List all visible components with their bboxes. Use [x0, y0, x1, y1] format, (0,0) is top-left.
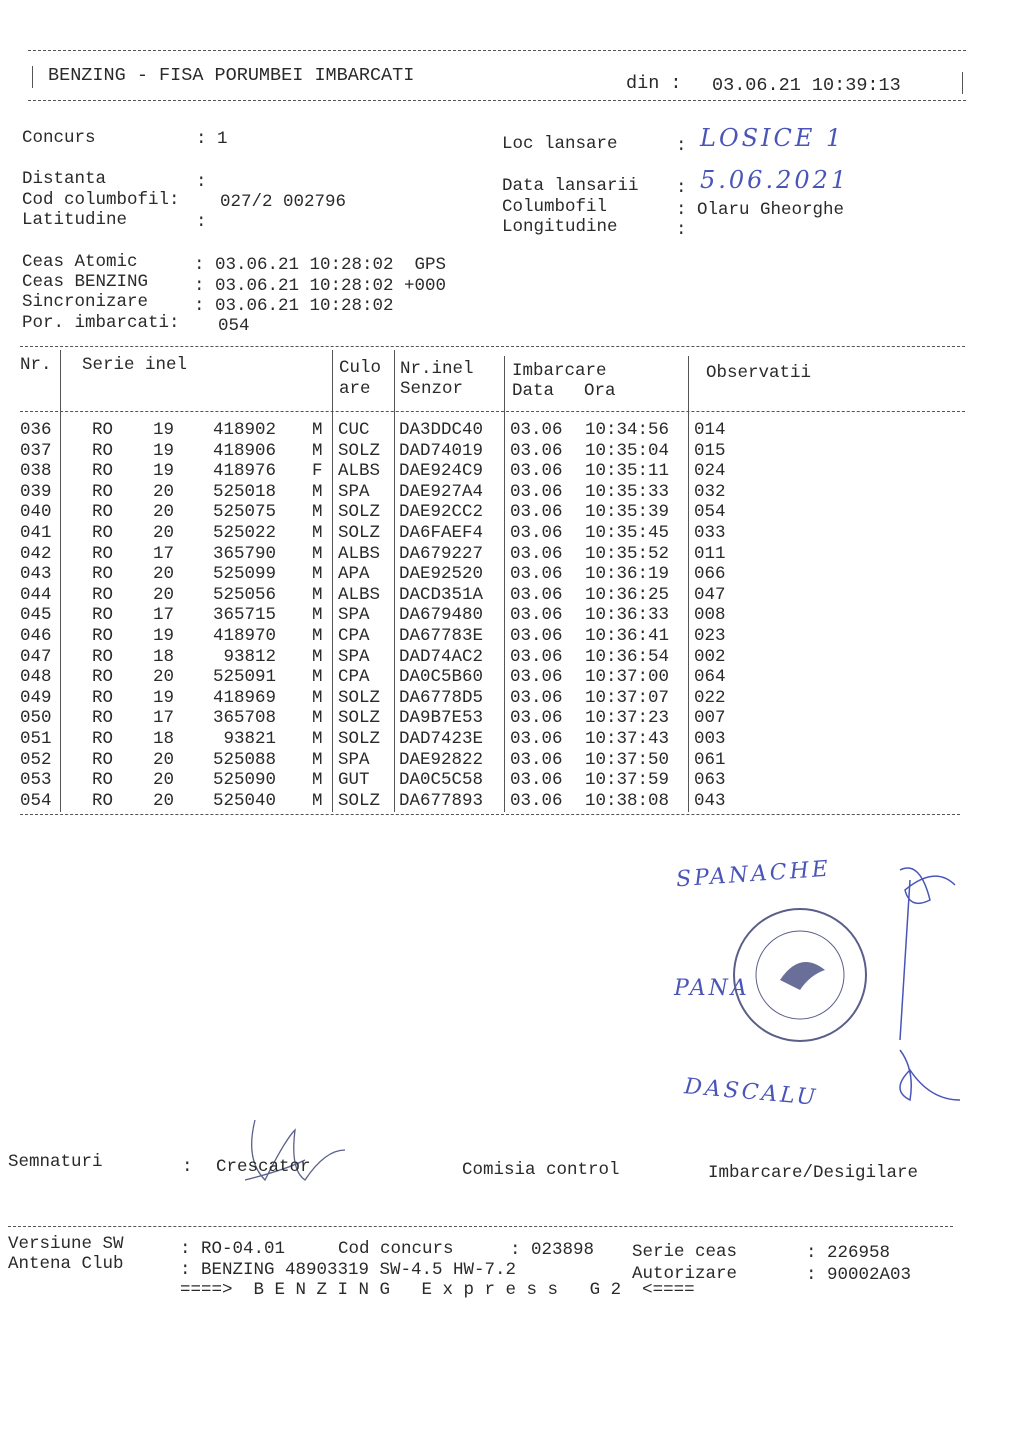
sex: M [312, 646, 323, 667]
year: 17 [153, 543, 175, 564]
year: 20 [153, 584, 175, 605]
ring-number: 93812 [223, 646, 276, 667]
country: RO [92, 605, 114, 626]
color: SPA [338, 481, 370, 502]
sensor-ring: DA0C5C58 [399, 770, 484, 791]
embark-time: 10:37:59 [585, 770, 670, 791]
sex: M [312, 749, 323, 770]
embark-date: 03.06 [510, 543, 563, 564]
header-imbarcare: Imbarcare [512, 361, 607, 381]
sex: M [312, 790, 323, 811]
ring-number: 418969 [212, 687, 276, 708]
por-imbarcati-label: Por. imbarcati: [22, 313, 180, 333]
header-nr: Nr. [20, 355, 52, 375]
country: RO [92, 667, 114, 688]
header-bottom-border [28, 100, 966, 101]
sensor-ring: DA3DDC40 [399, 420, 484, 440]
color: SOLZ [338, 502, 381, 523]
ceas-benzing-value: : 03.06.21 10:28:02 +000 [194, 276, 447, 296]
concurs-label: Concurs [22, 128, 96, 148]
observation: 032 [694, 481, 726, 502]
header-nr-inel: Nr.inel [400, 359, 474, 379]
table-row [0, 420, 1024, 441]
color: SPA [338, 749, 370, 770]
imbarcare-desigilare-label: Imbarcare/Desigilare [708, 1163, 919, 1183]
sensor-ring: DA679227 [399, 543, 484, 564]
observation: 022 [694, 687, 726, 708]
color: CPA [338, 667, 370, 688]
sex: M [312, 605, 323, 626]
header-culoare-2: are [339, 379, 371, 399]
country: RO [92, 420, 114, 440]
sex: M [312, 523, 323, 543]
embark-time: 10:36:19 [585, 564, 670, 585]
color: SOLZ [338, 440, 381, 461]
table-top-border [20, 346, 965, 347]
embark-time: 10:36:25 [585, 584, 670, 605]
observation: 008 [694, 605, 726, 626]
sex: F [312, 461, 323, 482]
color: SOLZ [338, 687, 381, 708]
year: 20 [153, 564, 175, 585]
color: ALBS [338, 584, 381, 605]
row-nr: 048 [20, 667, 52, 688]
latitudine-value: : [196, 212, 207, 232]
sensor-ring: DAE924C9 [399, 461, 484, 482]
observation: 061 [694, 749, 726, 770]
ring-number: 418970 [212, 626, 276, 646]
sensor-ring: DA0C5B60 [399, 667, 484, 688]
year: 19 [153, 440, 175, 461]
row-nr: 036 [20, 420, 52, 440]
latitudine-label: Latitudine [22, 210, 128, 230]
sex: M [312, 584, 323, 605]
color: ALBS [338, 543, 381, 564]
embark-date: 03.06 [510, 790, 563, 811]
sensor-ring: DA6FAEF4 [399, 523, 484, 543]
year: 20 [153, 523, 175, 543]
observation: 043 [694, 790, 726, 811]
cod-concurs-value: : 023898 [510, 1240, 595, 1260]
embark-time: 10:35:11 [585, 461, 670, 482]
distanta-value: : [196, 172, 207, 192]
row-nr: 050 [20, 708, 52, 729]
ring-number: 525018 [212, 481, 276, 502]
year: 20 [153, 667, 175, 688]
embark-time: 10:37:00 [585, 667, 670, 688]
row-nr: 054 [20, 790, 52, 811]
embark-date: 03.06 [510, 420, 563, 440]
table-row [0, 729, 1024, 750]
table-row [0, 667, 1024, 688]
embark-date: 03.06 [510, 646, 563, 667]
observation: 024 [694, 461, 726, 482]
table-header-border [20, 411, 965, 412]
year: 17 [153, 605, 175, 626]
year: 19 [153, 626, 175, 646]
autorizare-label: Autorizare [632, 1264, 738, 1284]
sensor-ring: DAD74AC2 [399, 646, 484, 667]
ceas-benzing-label: Ceas BENZING [22, 272, 149, 292]
sex: M [312, 626, 323, 646]
ring-number: 418906 [212, 440, 276, 461]
columbofil-label: Columbofil [502, 197, 608, 217]
row-nr: 043 [20, 564, 52, 585]
row-nr: 053 [20, 770, 52, 791]
observation: 047 [694, 584, 726, 605]
table-row [0, 544, 1024, 565]
sensor-ring: DA679480 [399, 605, 484, 626]
sensor-ring: DAE92822 [399, 749, 484, 770]
year: 19 [153, 687, 175, 708]
embark-date: 03.06 [510, 667, 563, 688]
signature-dascalu: DASCALU [683, 1074, 820, 1111]
header-right-border [962, 72, 963, 94]
serie-ceas-label: Serie ceas [632, 1242, 738, 1262]
cod-concurs-label: Cod concurs [338, 1239, 454, 1259]
year: 20 [153, 770, 175, 791]
sex: M [312, 543, 323, 564]
longitudine-label: Longitudine [502, 217, 618, 237]
semnaturi-colon: : [182, 1157, 193, 1177]
year: 20 [153, 749, 175, 770]
country: RO [92, 584, 114, 605]
header-serie-inel: Serie inel [82, 355, 188, 375]
cod-columbofil-label: Cod columbofil: [22, 190, 180, 210]
table-row [0, 750, 1024, 771]
observation: 066 [694, 564, 726, 585]
year: 18 [153, 646, 175, 667]
din-value: 03.06.21 10:39:13 [712, 75, 901, 96]
embark-date: 03.06 [510, 749, 563, 770]
observation: 003 [694, 729, 726, 749]
country: RO [92, 461, 114, 482]
color: SOLZ [338, 708, 381, 729]
sincronizare-value: : 03.06.21 10:28:02 [194, 296, 394, 316]
color: ALBS [338, 461, 381, 482]
year: 19 [153, 461, 175, 482]
color: CUC [338, 420, 370, 440]
color: CPA [338, 626, 370, 646]
data-lansarii-handwritten: 5.06.2021 [700, 166, 850, 194]
longitudine-value: : [676, 220, 687, 240]
row-nr: 045 [20, 605, 52, 626]
sex: M [312, 564, 323, 585]
header-senzor: Senzor [400, 379, 464, 399]
sensor-ring: DAE92520 [399, 564, 484, 585]
crescator-signature [225, 1110, 365, 1200]
row-nr: 039 [20, 481, 52, 502]
observation: 015 [694, 440, 726, 461]
signature-scribbles [860, 850, 970, 1140]
observation: 063 [694, 770, 726, 791]
observation: 054 [694, 502, 726, 523]
observation: 002 [694, 646, 726, 667]
concurs-value: : 1 [196, 129, 228, 149]
embark-time: 10:37:07 [585, 687, 670, 708]
antena-club-value: : BENZING 48903319 SW-4.5 HW-7.2 [180, 1260, 517, 1280]
ring-number: 525040 [212, 790, 276, 811]
observation: 011 [694, 543, 726, 564]
year: 20 [153, 502, 175, 523]
sex: M [312, 729, 323, 749]
distanta-label: Distanta [22, 169, 107, 189]
embark-date: 03.06 [510, 502, 563, 523]
loc-lansare-label: Loc lansare [502, 134, 618, 154]
country: RO [92, 770, 114, 791]
country: RO [92, 502, 114, 523]
observation: 007 [694, 708, 726, 729]
table-row [0, 647, 1024, 668]
embark-time: 10:38:08 [585, 790, 670, 811]
embark-date: 03.06 [510, 523, 563, 543]
table-row [0, 482, 1024, 503]
association-stamp [730, 905, 870, 1045]
table-row [0, 708, 1024, 729]
table-row [0, 770, 1024, 791]
row-nr: 038 [20, 461, 52, 482]
table-row [0, 605, 1024, 626]
sensor-ring: DA67783E [399, 626, 484, 646]
row-nr: 047 [20, 646, 52, 667]
country: RO [92, 626, 114, 646]
sex: M [312, 667, 323, 688]
year: 17 [153, 708, 175, 729]
color: SOLZ [338, 523, 381, 543]
country: RO [92, 790, 114, 811]
semnaturi-label: Semnaturi [8, 1152, 103, 1172]
embark-time: 10:35:04 [585, 440, 670, 461]
sensor-ring: DA677893 [399, 790, 484, 811]
sensor-ring: DAE92CC2 [399, 502, 484, 523]
color: SOLZ [338, 729, 381, 749]
embark-date: 03.06 [510, 584, 563, 605]
embark-time: 10:37:50 [585, 749, 670, 770]
embark-time: 10:37:43 [585, 729, 670, 749]
color: GUT [338, 770, 370, 791]
ring-number: 365715 [212, 605, 276, 626]
versiune-sw-value: : RO-04.01 [180, 1239, 286, 1259]
sex: M [312, 440, 323, 461]
sincronizare-label: Sincronizare [22, 292, 149, 312]
embark-date: 03.06 [510, 461, 563, 482]
serie-ceas-value: : 226958 [806, 1243, 891, 1263]
ring-number: 418902 [212, 420, 276, 440]
header-data: Data [512, 381, 555, 401]
embark-time: 10:36:33 [585, 605, 670, 626]
por-imbarcati-value: 054 [218, 316, 250, 336]
ring-number: 93821 [223, 729, 276, 749]
header-top-border [28, 50, 966, 51]
document-title: BENZING - FISA PORUMBEI IMBARCATI [48, 65, 415, 86]
row-nr: 040 [20, 502, 52, 523]
table-row [0, 626, 1024, 647]
country: RO [92, 440, 114, 461]
sex: M [312, 708, 323, 729]
header-culoare: Culo [339, 358, 382, 378]
embark-date: 03.06 [510, 564, 563, 585]
embark-time: 10:36:41 [585, 626, 670, 646]
embark-date: 03.06 [510, 440, 563, 461]
sex: M [312, 481, 323, 502]
table-row [0, 791, 1024, 812]
versiune-sw-label: Versiune SW [8, 1234, 124, 1254]
row-nr: 041 [20, 523, 52, 543]
row-nr: 052 [20, 749, 52, 770]
observation: 023 [694, 626, 726, 646]
embark-time: 10:35:33 [585, 481, 670, 502]
row-nr: 051 [20, 729, 52, 749]
ring-number: 525022 [212, 523, 276, 543]
ceas-atomic-label: Ceas Atomic [22, 252, 138, 272]
autorizare-value: : 90002A03 [806, 1265, 912, 1285]
embark-date: 03.06 [510, 770, 563, 791]
ring-number: 525090 [212, 770, 276, 791]
antena-club-label: Antena Club [8, 1254, 124, 1274]
row-nr: 042 [20, 543, 52, 564]
observation: 033 [694, 523, 726, 543]
ring-number: 525099 [212, 564, 276, 585]
country: RO [92, 564, 114, 585]
sensor-ring: DA6778D5 [399, 687, 484, 708]
ring-number: 525075 [212, 502, 276, 523]
header-ora: Ora [584, 381, 616, 401]
columbofil-value: : Olaru Gheorghe [676, 200, 845, 220]
loc-lansare-handwritten: LOSICE 1 [700, 124, 845, 152]
color: SPA [338, 605, 370, 626]
din-label: din : [626, 73, 682, 94]
table-row [0, 461, 1024, 482]
table-row [0, 564, 1024, 585]
embark-time: 10:36:54 [585, 646, 670, 667]
benzing-express-banner: ====> B E N Z I N G E x p r e s s G 2 <==== [180, 1280, 695, 1300]
observation: 064 [694, 667, 726, 688]
country: RO [92, 687, 114, 708]
country: RO [92, 729, 114, 749]
row-nr: 044 [20, 584, 52, 605]
year: 18 [153, 729, 175, 749]
embark-time: 10:35:52 [585, 543, 670, 564]
embark-date: 03.06 [510, 729, 563, 749]
row-nr: 037 [20, 440, 52, 461]
sex: M [312, 687, 323, 708]
embark-time: 10:35:39 [585, 502, 670, 523]
embark-date: 03.06 [510, 708, 563, 729]
color: SPA [338, 646, 370, 667]
ring-number: 365790 [212, 543, 276, 564]
header-left-border [32, 66, 33, 88]
comisia-control-label: Comisia control [462, 1160, 620, 1180]
embark-time: 10:35:45 [585, 523, 670, 543]
table-row [0, 688, 1024, 709]
table-row [0, 523, 1024, 544]
row-nr: 046 [20, 626, 52, 646]
sensor-ring: DA9B7E53 [399, 708, 484, 729]
sex: M [312, 770, 323, 791]
country: RO [92, 523, 114, 543]
ring-number: 525056 [212, 584, 276, 605]
header-observatii: Observatii [706, 363, 812, 383]
year: 20 [153, 790, 175, 811]
color: APA [338, 564, 370, 585]
sensor-ring: DAD74019 [399, 440, 484, 461]
country: RO [92, 749, 114, 770]
ring-number: 525091 [212, 667, 276, 688]
embark-date: 03.06 [510, 481, 563, 502]
embark-date: 03.06 [510, 626, 563, 646]
year: 19 [153, 420, 175, 440]
embark-date: 03.06 [510, 605, 563, 626]
ring-number: 418976 [212, 461, 276, 482]
sensor-ring: DACD351A [399, 584, 484, 605]
observation: 014 [694, 420, 726, 440]
year: 20 [153, 481, 175, 502]
table-bottom-border [20, 814, 960, 815]
table-row [0, 502, 1024, 523]
ring-number: 365708 [212, 708, 276, 729]
country: RO [92, 543, 114, 564]
country: RO [92, 481, 114, 502]
data-lansarii-label: Data lansarii [502, 176, 639, 196]
country: RO [92, 708, 114, 729]
ceas-atomic-value: : 03.06.21 10:28:02 GPS [194, 255, 447, 275]
color: SOLZ [338, 790, 381, 811]
signature-pana: PANA [674, 976, 750, 1001]
row-nr: 049 [20, 687, 52, 708]
sex: M [312, 502, 323, 523]
embark-date: 03.06 [510, 687, 563, 708]
embark-time: 10:37:23 [585, 708, 670, 729]
country: RO [92, 646, 114, 667]
table-row [0, 585, 1024, 606]
footer-top-border [8, 1226, 953, 1227]
sex: M [312, 420, 323, 440]
sensor-ring: DAE927A4 [399, 481, 484, 502]
table-row [0, 441, 1024, 462]
signature-spanache: SPANACHE [675, 856, 832, 893]
pigeon-icon [780, 962, 825, 990]
ring-number: 525088 [212, 749, 276, 770]
sensor-ring: DAD7423E [399, 729, 484, 749]
crescator-label: Crescator [216, 1157, 311, 1177]
cod-columbofil-value: 027/2 002796 [220, 192, 347, 212]
embark-time: 10:34:56 [585, 420, 670, 440]
